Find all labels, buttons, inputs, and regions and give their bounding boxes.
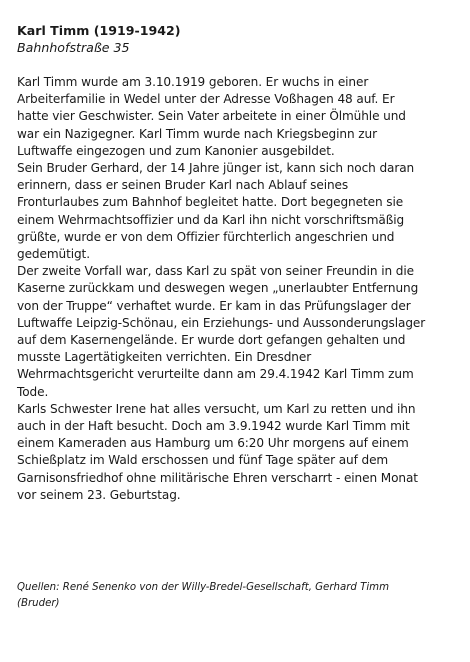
document-page (17, 22, 457, 504)
paragraph-childhood: Karl Timm wurde am 3.10.1919 geboren. Er wuchs in einer Arbeiterfamilie in Wedel unter der Adresse Voßhagen 48 auf. Er hatte vier Geschwister. Sein Vater arbeitete in einer Ölmühle und war ein Nazigegner. Karl Timm wurde nach Kriegsbeginn zur Luftwaffe eingezogen und zum Kanonier ausgebildet. (17, 75, 406, 158)
paragraph-first-incident: Sein Bruder Gerhard, der 14 Jahre jünger ist, kann sich noch daran erinnern, dass er seinen Bruder Karl nach Ablauf seines Fronturlaubes zum Bahnhof begleitet hatte. Dort begegneten sie einem Wehrmachtsoffizier und da Karl ihn nicht vorschriftsmäßig grüßte, wurde er von dem Offizier fürchterlich angeschrien und gedemütigt. (17, 161, 415, 262)
page-title: Karl Timm (1919-1942) (17, 23, 181, 38)
biography-body (17, 74, 457, 504)
sources-note: Quellen: René Senenko von der Willy-Bredel-Gesellschaft, Gerhard Timm (Bruder) (17, 582, 390, 609)
paragraph-second-incident: Der zweite Vorfall war, dass Karl zu spät von seiner Freundin in die Kaserne zurückkam und deswegen wegen „unerlaubter Entfernung von der Truppe“ verhaftet wurde. Er kam in das Prüfungslager der Luftwaffe Leipzig-Schönau, ein Erziehungs- und Aussonderungslager auf dem Kasernengelände. Er wurde dort gefangen gehalten und musste Lagertätigkeiten verrichten. Ein Dresdner Wehrmachtsgericht verurteilte dann am 29.4.1942 Karl Timm zum Tode. (17, 264, 426, 399)
paragraph-execution: Karls Schwester Irene hat alles versucht, um Karl zu retten und ihn auch in der Haft besucht. Doch am 3.9.1942 wurde Karl Timm mit einem Kameraden aus Hamburg um 6:20 Uhr morgens auf einem Schießplatz im Wald erschossen und fünf Tage später auf dem Garnisonsfriedhof ohne militärische Ehren verscharrt - einen Monat vor seinem 23. Geburtstag. (17, 401, 418, 502)
address-subtitle: Bahnhofstraße 35 (17, 40, 130, 55)
